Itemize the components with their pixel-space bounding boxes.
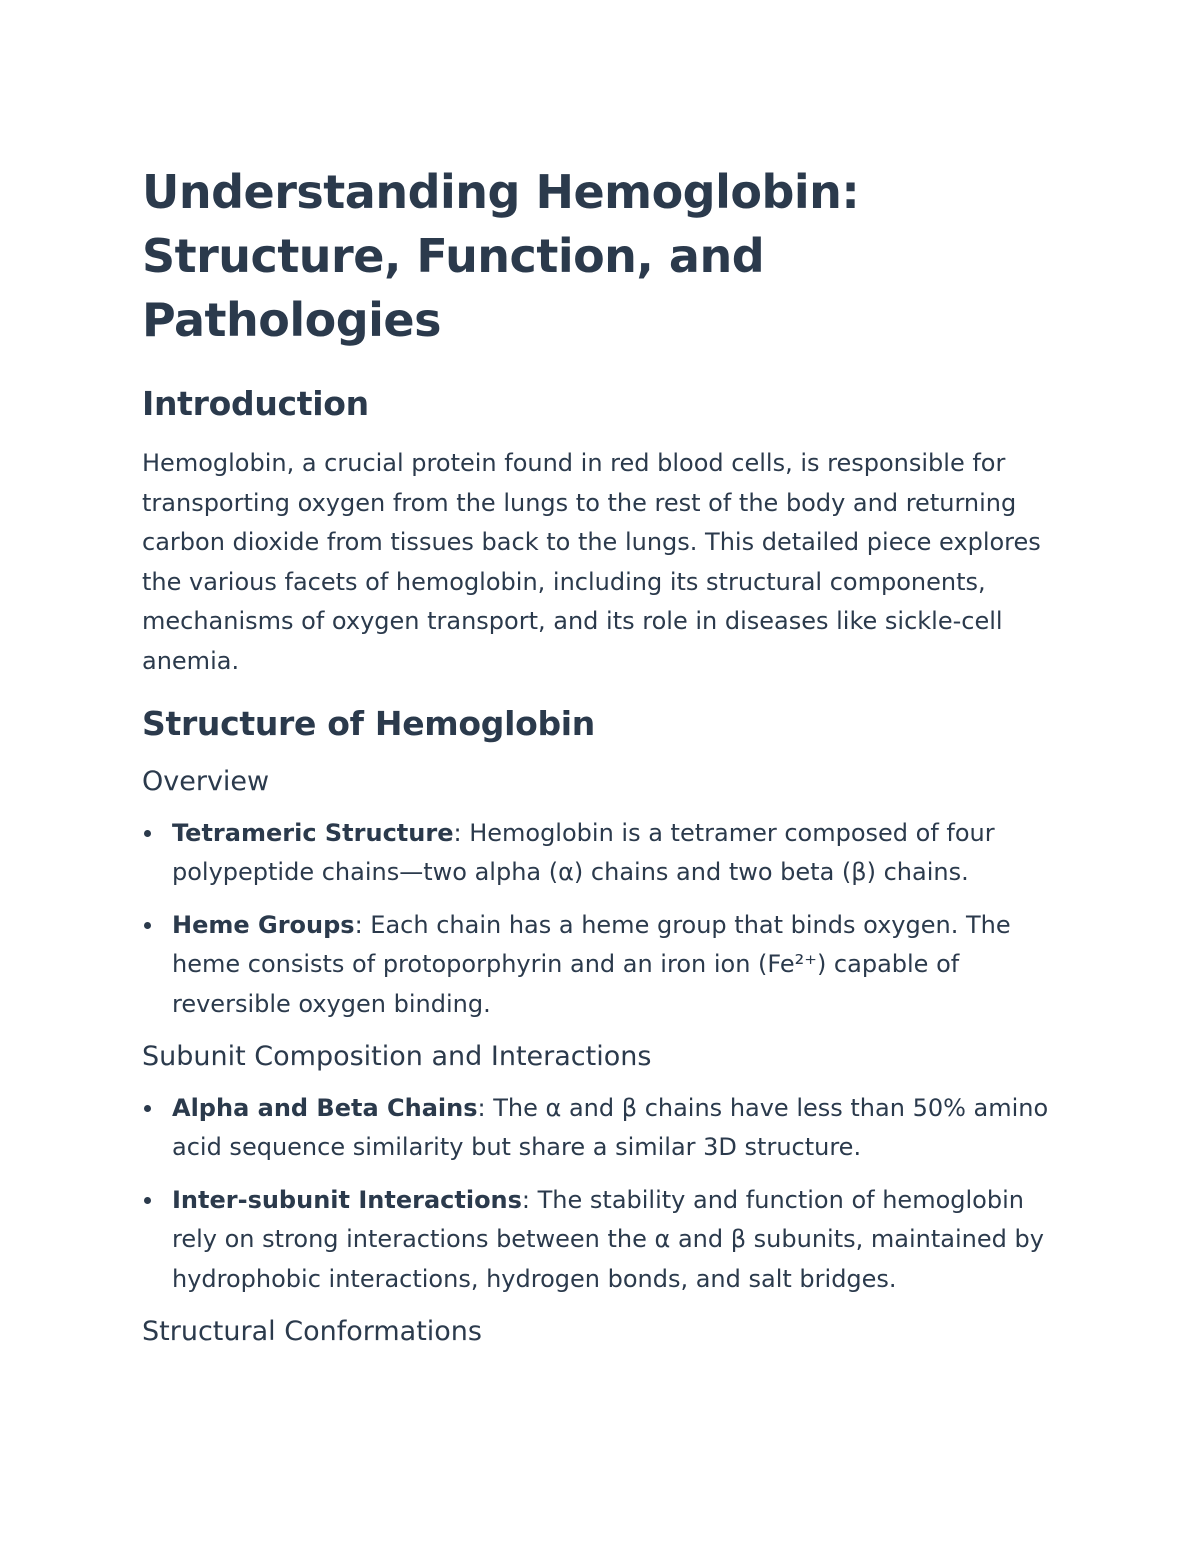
list-item-text: : Hemoglobin is a tetramer composed of four polypeptide chains—two alpha (α) chains and two beta (β) chains. <box>172 818 995 887</box>
introduction-section <box>142 382 1067 682</box>
introduction-paragraph: Hemoglobin, a crucial protein found in red blood cells, is responsible for transporting oxygen from the lungs to the rest of the body and returning carbon dioxide from tissues back to the lungs. This detailed piece explores the various facets of hemoglobin, including its structural components, mechanisms of oxygen transport, and its role in diseases like sickle-cell anemia. <box>142 449 1041 675</box>
structure-heading: Structure of Hemoglobin <box>142 703 595 743</box>
list-item <box>142 1089 1067 1168</box>
list-item-text: : Each chain has a heme group that binds oxygen. The heme consists of protoporphyrin and an iron ion (Fe²⁺) capable of reversible oxygen binding. <box>172 910 1011 1018</box>
overview-list <box>142 814 1067 1025</box>
list-item-term: Heme Groups <box>172 910 355 939</box>
structure-section <box>142 702 1067 1350</box>
list-item-text: : The stability and function of hemoglobin rely on strong interactions between the α and β subunits, maintained by hydrophobic interactions, hydrogen bonds, and salt bridges. <box>172 1185 1044 1293</box>
conformations-heading: Structural Conformations <box>142 1315 482 1347</box>
list-item-term: Alpha and Beta Chains <box>172 1093 478 1122</box>
list-item-term: Tetrameric Structure <box>172 818 454 847</box>
list-item-term: Inter-subunit Interactions <box>172 1185 522 1214</box>
list-item <box>142 1181 1067 1300</box>
document-page <box>142 160 1067 1364</box>
subunits-list <box>142 1089 1067 1300</box>
document-title: Understanding Hemoglobin: Structure, Function, and Pathologies <box>142 165 860 347</box>
subunits-heading: Subunit Composition and Interactions <box>142 1040 652 1072</box>
introduction-heading: Introduction <box>142 384 369 423</box>
list-item <box>142 906 1067 1025</box>
overview-heading: Overview <box>142 765 270 797</box>
list-item <box>142 814 1067 893</box>
list-item-text: : The α and β chains have less than 50% amino acid sequence similarity but share a similar 3D structure. <box>172 1093 1049 1162</box>
